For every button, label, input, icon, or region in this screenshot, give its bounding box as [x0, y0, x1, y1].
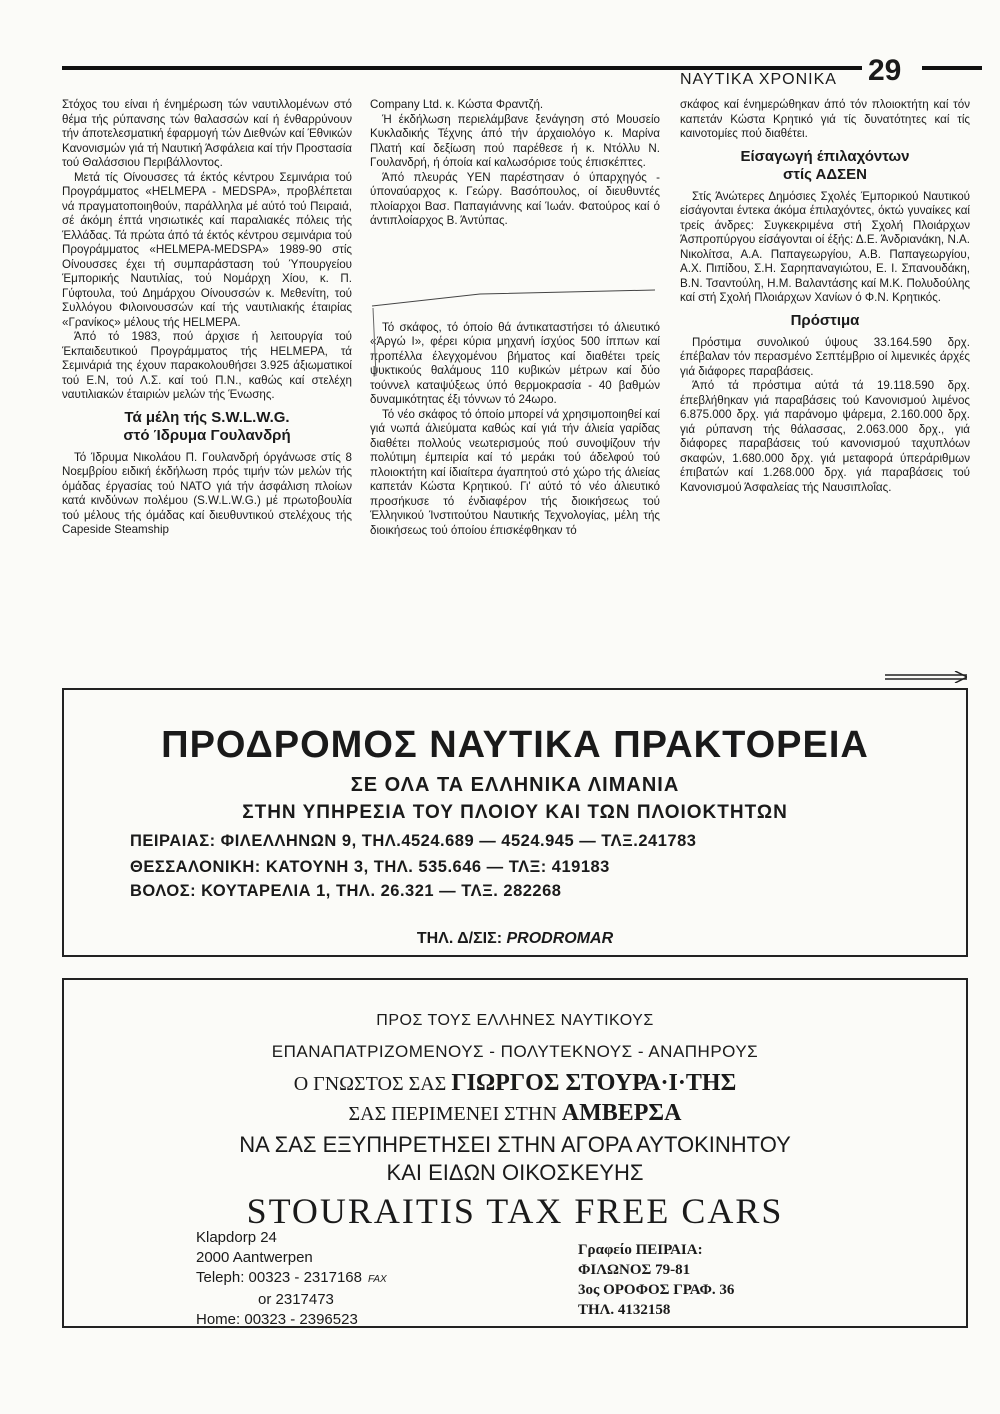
ad-line: ΕΠΑΝΑΠΑΤΡΙΖΟΜΕΝΟΥΣ - ΠΟΛΥΤΕΚΝΟΥΣ - ΑΝΑΠΗΡΟΥΣ [271, 1042, 759, 1061]
ad-line: ΝΑ ΣΑΣ ΕΞΥΠΗΡΕΤΗΣΕΙ ΣΤΗΝ ΑΓΟΡΑ ΑΥΤΟΚΙΝΗΤΟΥ [239, 1132, 791, 1157]
ad-subtitle: ΣΕ ΟΛΑ ΤΑ ΕΛΛΗΝΙΚΑ ΛΙΜΑΝΙΑ [350, 774, 680, 796]
phone-alt: or 2317473 [258, 1291, 334, 1308]
article-column-1 [62, 98, 352, 538]
ad-subtitle: ΣΤΗΝ ΥΠΗΡΕΣΙΑ ΤΟΥ ΠΛΟΙΟΥ ΚΑΙ ΤΩΝ ΠΛΟΙΟΚΤΗΤΩΝ [242, 802, 788, 823]
telegraph-value: PRODROMAR [506, 930, 614, 947]
paragraph: Τό Ίδρυμα Νικολάου Π. Γουλανδρή όργάνωσε στίς 8 Νοεμβρίου ειδική έκδήλωση πρός τιμήν τών μελών τής όμάδας έργασίας τού ΝΑΤΟ γιά τήν άσφάλιση πλοίων κατά κινδύνων πολέμου (S.W.L.W.G.) μέ πρωτοβουλία τού μέλους τής όμάδας καί διευθυντικού στελέχους τής Capeside Steamship [62, 450, 352, 536]
heading-line: Τά μέλη τής S.W.L.W.G. [124, 408, 290, 426]
phone-number: Teleph: 00323 - 2317168 [196, 1269, 362, 1286]
header-rule-left [62, 66, 862, 70]
ad-piraeus-office [578, 1240, 734, 1320]
paragraph: Company Ltd. κ. Κώστα Φραντζή. [370, 98, 544, 111]
paragraph: Στίς Άνώτερες Δημόσιες Σχολές Έμπορικού Ναυτικού είσάγονται έντεκα άκόμα έπιλαχόντες, όκτώ γυναίκες καί τρείς άνδρες: Συγκεκριμένα στή Σχολή Πλοιάρχων Άσπροπύργου είσάγονται οί έξής: Δ.Ε. Άνδριανάκη, Ν.Α. Νικολίτσα, Α.Α. Παπαγεωργίου, Α.Β. Παπαγεωργίου, Α.Χ. Πιπίδου, Σ.Η. Σαρηπαναγιώτου, Ε. Ι. Σπανουδάκη, Β.Ν. Τσαντούλη, Η.Μ. Βαλαντάσης καί Μ.Κ. Πολυδούλης καί στή Σχολή Πλοιάρχων Χανίων ό Φ.Ν. Κρητικός. [680, 189, 970, 304]
ad-line: ΠΡΟΣ ΤΟΥΣ ΕΛΛΗΝΕΣ ΝΑΥΤΙΚΟΥΣ [376, 1012, 654, 1029]
ad-address-volos: ΒΟΛΟΣ: ΚΟΥΤΑΡΕΛΙΑ 1, ΤΗΛ. 26.321 — ΤΛΞ. 282268 [130, 882, 562, 900]
section-heading [680, 148, 970, 184]
address-line: Klapdorp 24 [196, 1229, 277, 1246]
ad-title: ΠΡΟΔΡΟΜΟΣ ΝΑΥΤΙΚΑ ΠΡΑΚΤΟΡΕΙΑ [161, 724, 869, 766]
paragraph: Τό σκάφος, τό όποίο θά άντικαταστήσει τό άλιευτικό «Άργώ Ι», φέρει κύρια μηχανή ίσχύος 500 ίππων καί προπέλλα έλεγχομένου βήματος καί διαθέτει τρείς ψυκτικούς θαλάμους 110 κυβικών μέτρων καί δύο τούννελ καταψύξεως ύπό θερμοκρασία - 40 βαθμών δυναμικότητας έξι τόννων τό 24ωρο. [370, 320, 660, 406]
paragraph: Μετά τίς Οίνουσσες τά έκτός κέντρου Σεμινάρια τού Προγράμματος «HELMEPA - MEDSPA», προβλέπεται νά πραγματοποιηθούν, παράλληλα μέ αύτό τού Πειραιά, σέ άκόμη έπτά νησιωτικές καί παραλιακές πόλεις τής Έλλάδας. Τά πρώτα άπό τά έκτός κέντρου σεμινάρια τού Προγράμματος «HELMEPA-MEDSPA» 1989-90 στίς Οίνουσσες έχει τή συμπαράσταση τού Ύπουργείου Έμπορικής Ναυτιλίας, τού Νομάρχη Χίου, κ. Π. Γύφτουλα, τού Δημάρχου Οίνουσσών κ. Μεθενίτη, τού Συλλόγου Φιλοινουσσών καί τής ναυτιλιακής έταιρίας «Γρανίκος» μέλους τής HELMEPA. [62, 170, 352, 329]
header-rule-right [922, 66, 982, 70]
office-phone: ΤΗΛ. 4132158 [578, 1302, 671, 1318]
ad-telegraph [64, 930, 966, 948]
ad-antwerp-address [196, 1228, 387, 1330]
end-mark-arrow-icon [885, 671, 967, 683]
ad-address-thessaloniki: ΘΕΣΣΑΛΟΝΙΚΗ: ΚΑΤΟΥΝΗ 3, ΤΗΛ. 535.646 — ΤΛΞ: 419183 [130, 858, 610, 876]
heading-line: στίς ΑΔΣΕΝ [783, 165, 867, 183]
address-line: 2000 Aantwerpen [196, 1249, 313, 1266]
office-title: Γραφείο ΠΕΙΡΑΙΑ: [578, 1242, 703, 1258]
paragraph: Άπό τά πρόστιμα αύτά τά 19.118.590 δρχ. έπεβλήθηκαν γιά παραβάσεις τού Κανονισμού λιμένος 6.875.000 δρχ. γιά παράνομο ψάρεμα, 2.160.000 δρχ. γιά ρύπανση τής θάλασσας, 2.063.000 δρχ., γιά διάφορες παραβάσεις τού κανονισμού ταχυπλόων σκαφών, 1.680.000 δρχ. γιά μεταφορά ύπεράριθμων έπιβατών καί 1.268.000 δρχ. γιά παραβάσεις τού Κανονισμού Άσφαλείας τής Ναυσιπλοΐας. [680, 379, 970, 494]
paragraph: Τό νέο σκάφος τό όποίο μπορεί νά χρησιμοποιηθεί καί γιά νωπά άλιεύματα καθώς καί γιά τήν άλιεία γαρίδας διαθέτει πολλούς νεωτερισμούς πού συνοψίζουν τήν πολύτιμη έμπειρία καί τό μεράκι τού άδελφού τού πλοιοκτήτη καί ίδιαίτερα άγαπητού στό χώρο τής άλιείας καπετάν Κώστα Κρητικού. Γι' αύτό τό νέο άλιευτικό προσήκυσε τό ένδιαφέρον τής διοικήσεως τού Έλληνικού Ίνστιτούτου Ναυτικής Τεχνολογίας, μέλη τής διοικήσεως τού όποίου έπισκέφθηκαν τό [370, 407, 660, 537]
publication-title: ΝΑΥΤΙΚΑ ΧΡΟΝΙΚΑ [680, 71, 837, 88]
heading-line: στό Ίδρυμα Γουλανδρή [123, 426, 291, 444]
paragraph: Στόχος του είναι ή ένημέρωση τών ναυτιλλομένων στό θέμα τής ρύπανσης τών θαλασσών καί ή ένθαρρύνουν τήν άποτελεσματική έφαρμογή τών Διεθνών καί Έθνικών Κανονισμών γιά τή Ναυτική Άσφάλεια καί τήν Προστασία τού Θαλάσσιου Περιβάλλοντος. [62, 98, 352, 169]
page-number: 29 [868, 54, 902, 87]
ad-address-piraeus: ΠΕΙΡΑΙΑΣ: ΦΙΛΕΛΛΗΝΩΝ 9, ΤΗΛ.4524.689 — 4524.945 — ΤΛΞ.241783 [130, 832, 697, 850]
office-floor: 3ος ΟΡΟΦΟΣ ΓΡΑΦ. 36 [578, 1282, 735, 1298]
ad-brand: STOURAITIS TAX FREE CARS [246, 1191, 784, 1231]
telegraph-label: ΤΗΛ. Δ/ΣΙΣ: [416, 930, 503, 947]
section-heading [62, 409, 352, 445]
heading-line: Είσαγωγή έπιλαχόντων [740, 147, 910, 165]
ad-line [64, 1100, 966, 1127]
ad-line [64, 1070, 966, 1097]
ad-line: ΚΑΙ ΕΙΔΩΝ ΟΙΚΟΣΚΕΥΗΣ [386, 1160, 644, 1185]
paragraph: Πρόστιμα συνολικού ύψους 33.164.590 δρχ. έπέβαλαν τόν περασμένο Σεπτέμβριο οί λιμενικές άρχές γιά διάφορες παραβάσεις. [680, 335, 970, 378]
ad-line-prefix: ΣΑΣ ΠΕΡΙΜΕΝΕΙ ΣΤΗΝ [348, 1103, 557, 1125]
ad-city: ΑΜΒΕΡΣΑ [561, 1100, 682, 1126]
ad-person-name: ΓΙΩΡΓΟΣ ΣΤΟΥΡΑ·Ι·ΤΗΣ [451, 1070, 737, 1096]
photo-frame-remnant [370, 288, 660, 378]
paragraph: Ή έκδήλωση περιελάμβανε ξενάγηση στό Μουσείο Κυκλαδικής Τέχνης άπό τήν άρχαιολόγο κ. Μαρίνα Πλατή καί δεξίωση πού παρέθεσε ή κ. Ντόλλυ Ν. Γουλανδρή, ή όποία καί καλωσόρισε τούς έπισκέπτες. [370, 112, 660, 169]
home-phone: Home: 00323 - 2396523 [196, 1311, 358, 1328]
paragraph: σκάφος καί ένημερώθηκαν άπό τόν πλοιοκτήτη καί τόν καπετάν Κώστα Κρητικό γιά τίς δυνατότητες καί τίς καινοτομίες πού διαθέτει. [680, 98, 970, 140]
paragraph: Άπό πλευράς ΥΕΝ παρέστησαν ό ύπαρχηγός - ύποναύαρχος κ. Γεώργ. Βασόπουλος, οί διευθυντές πλοίαρχοι Βασ. Παπαγιάννης καί Ίωάν. Φατούρος καί ό άντιπλοίαρχος Β. Άντύπας. [370, 170, 660, 227]
article-column-3 [680, 98, 970, 495]
ad-line-prefix: Ο ΓΝΩΣΤΟΣ ΣΑΣ [293, 1073, 447, 1095]
advertisement-prodromos [62, 688, 968, 957]
fax-label: FAX [367, 1274, 387, 1285]
paragraph: Άπό τό 1983, πού άρχισε ή λειτουργία τού Έκπαιδευτικού Προγράμματος τής HELMEPA, τά Σεμινάριά της έχουν παρακολουθήσει 3.925 άξιωματικοί τού Ε.Ν, τού Λ.Σ. καί τού Π.Ν., καθώς καί στελέχη ναυτιλιακών έταιριών μελών τής Ένωσης. [62, 330, 352, 401]
office-address: ΦΙΛΩΝΟΣ 79-81 [578, 1262, 691, 1278]
advertisement-stouraitis [62, 978, 968, 1328]
section-heading: Πρόστιμα [790, 311, 860, 329]
phone-line [196, 1268, 387, 1290]
